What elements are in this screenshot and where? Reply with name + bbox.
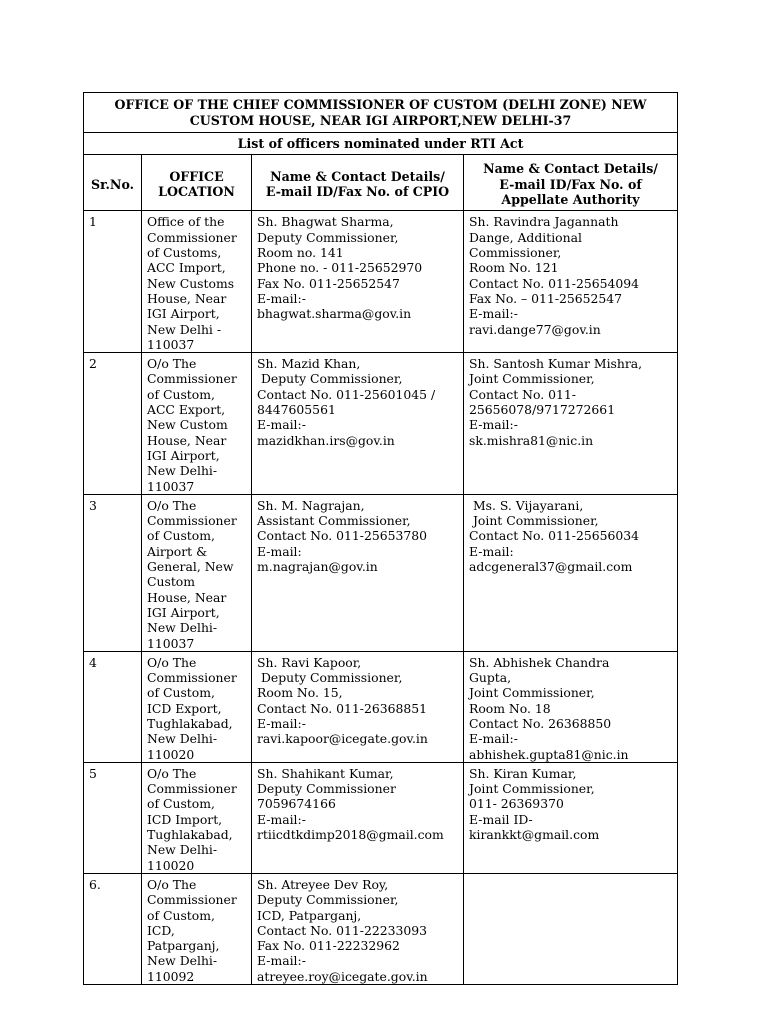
cell-office-location xyxy=(142,651,252,762)
cell-cpio-details-line: Deputy Commissioner, xyxy=(257,371,403,387)
cell-appellate-details-line: Sh. Ravindra Jagannath xyxy=(469,214,619,230)
cell-office-location-line: New Customs xyxy=(147,275,235,291)
cell-cpio-details-line: ICD, Patparganj, xyxy=(257,907,362,923)
cell-office-location-line: House, Near xyxy=(147,290,227,306)
table-row xyxy=(84,762,678,873)
header-office-line-1: OFFICE xyxy=(169,168,224,184)
cell-office-location-line: New Delhi- xyxy=(147,463,218,479)
cell-cpio-details-line: Deputy Commissioner xyxy=(257,781,396,797)
cell-appellate-details-line: abhishek.gupta81@nic.in xyxy=(469,746,629,762)
cell-office-location-line: Commissioner xyxy=(147,670,237,686)
cell-cpio-details xyxy=(252,353,464,495)
cell-cpio-details-line: E-mail:- xyxy=(257,811,306,827)
cell-appellate-details-line: 011- 26369370 xyxy=(469,796,564,812)
cell-office-location-line: 110037 xyxy=(147,635,195,651)
cell-appellate-details-line: E-mail:- xyxy=(469,417,518,433)
cell-office-location-line: ACC Export, xyxy=(147,402,226,418)
cell-appellate-details-line: Joint Commissioner, xyxy=(469,513,599,529)
cell-office-location-line: New Delhi- xyxy=(147,953,218,969)
cell-office-location-line: Custom xyxy=(147,574,196,590)
cell-office-location-line: 110092 xyxy=(147,968,195,984)
cell-cpio-details-line: Sh. Shahikant Kumar, xyxy=(257,765,394,781)
cell-cpio-details-line: Contact No. 011-25601045 / xyxy=(257,386,436,402)
cell-appellate-details-line: 25656078/9717272661 xyxy=(469,402,616,418)
cell-office-location-line: Commissioner xyxy=(147,513,237,529)
cell-appellate-details-line: Contact No. 011- xyxy=(469,386,576,402)
cell-appellate-details-line: adcgeneral37@gmail.com xyxy=(469,559,633,575)
cell-appellate-details-line: Sh. Kiran Kumar, xyxy=(469,765,577,781)
cell-office-location-line: General, New xyxy=(147,559,234,575)
cell-cpio-details-line: Fax No. 011-25652547 xyxy=(257,275,400,291)
title-line-2: CUSTOM HOUSE, NEAR IGI AIRPORT,NEW DELHI-37 xyxy=(189,112,572,128)
cell-office-location-line: ICD Import, xyxy=(147,811,223,827)
cell-sr-no: 4 xyxy=(84,651,142,762)
cell-appellate-details xyxy=(464,211,678,353)
cell-office-location xyxy=(142,873,252,984)
header-appellate-line-1: Name & Contact Details/ xyxy=(483,161,658,177)
cell-cpio-details xyxy=(252,211,464,353)
cell-appellate-details-line: kirankkt@gmail.com xyxy=(469,827,600,843)
cell-office-location-line: O/o The xyxy=(147,654,197,670)
cell-appellate-details-line: Sh. Abhishek Chandra xyxy=(469,654,610,670)
cell-office-location-line: IGI Airport, xyxy=(147,604,220,620)
cell-sr-no: 2 xyxy=(84,353,142,495)
table-row xyxy=(84,651,678,762)
cell-office-location-line: Commissioner xyxy=(147,371,237,387)
cell-office-location-line: House, Near xyxy=(147,589,227,605)
cell-appellate-details-line: Commissioner, xyxy=(469,245,562,261)
cell-office-location-line: 110020 xyxy=(147,857,195,873)
cell-office-location-line: Commissioner xyxy=(147,892,237,908)
cell-cpio-details-line: Deputy Commissioner, xyxy=(257,892,399,908)
cell-appellate-details xyxy=(464,353,678,495)
table-row xyxy=(84,873,678,984)
cell-cpio-details-line: Contact No. 011-26368851 xyxy=(257,700,428,716)
cell-cpio-details-line: E-mail:- xyxy=(257,715,306,731)
cell-cpio-details-line: bhagwat.sharma@gov.in xyxy=(257,306,412,322)
cell-office-location-line: Tughlakabad, xyxy=(147,827,233,843)
table-row xyxy=(84,494,678,651)
cell-cpio-details-line: Phone no. - 011-25652970 xyxy=(257,260,423,276)
cell-office-location-line: Commissioner xyxy=(147,781,237,797)
cell-cpio-details-line: Sh. Atreyee Dev Roy, xyxy=(257,876,389,892)
cell-cpio-details-line: Sh. M. Nagrajan, xyxy=(257,497,365,513)
cell-cpio-details-line: Assistant Commissioner, xyxy=(257,513,411,529)
cell-office-location-line: of Custom, xyxy=(147,796,215,812)
cell-appellate-details-line: Gupta, xyxy=(469,670,512,686)
cell-appellate-details-line: E-mail:- xyxy=(469,306,518,322)
cell-cpio-details-line: Room no. 141 xyxy=(257,245,344,261)
cell-appellate-details-line: Dange, Additional xyxy=(469,229,582,245)
cell-office-location xyxy=(142,762,252,873)
cell-cpio-details-line: atreyee.roy@icegate.gov.in xyxy=(257,968,428,984)
cell-appellate-details-line: Contact No. 011-25654094 xyxy=(469,275,640,291)
cell-office-location-line: 110037 xyxy=(147,336,195,352)
cell-sr-no: 1 xyxy=(84,211,142,353)
header-cpio xyxy=(252,155,464,211)
cell-appellate-details-line: Ms. S. Vijayarani, xyxy=(469,497,584,513)
cell-appellate-details-line: Room No. 18 xyxy=(469,700,551,716)
cell-office-location-line: House, Near xyxy=(147,432,227,448)
cell-sr-no: 6. xyxy=(84,873,142,984)
cell-office-location-line: IGI Airport, xyxy=(147,447,220,463)
cell-office-location-line: IGI Airport, xyxy=(147,306,220,322)
cell-cpio-details-line: E-mail: xyxy=(257,543,302,559)
header-appellate xyxy=(464,155,678,211)
document-title xyxy=(84,93,678,133)
cell-cpio-details-line: E-mail:- xyxy=(257,953,306,969)
cell-office-location xyxy=(142,353,252,495)
cell-office-location-line: Patparganj, xyxy=(147,938,220,954)
header-office-line-2: LOCATION xyxy=(158,184,235,200)
rti-officers-table xyxy=(83,92,678,985)
table-row xyxy=(84,353,678,495)
cell-office-location xyxy=(142,494,252,651)
cell-appellate-details xyxy=(464,651,678,762)
cell-office-location-line: 110020 xyxy=(147,746,195,762)
cell-office-location-line: Airport & xyxy=(147,543,208,559)
column-header-row xyxy=(84,155,678,211)
cell-office-location-line: of Custom, xyxy=(147,528,215,544)
cell-office-location-line: ACC Import, xyxy=(147,260,226,276)
document-subtitle: List of officers nominated under RTI Act xyxy=(84,133,678,155)
cell-cpio-details-line: Room No. 15, xyxy=(257,685,343,701)
cell-office-location-line: of Customs, xyxy=(147,245,222,261)
cell-appellate-details-line: Sh. Santosh Kumar Mishra, xyxy=(469,356,643,372)
cell-office-location-line: New Delhi- xyxy=(147,842,218,858)
cell-office-location-line: New Delhi- xyxy=(147,731,218,747)
header-cpio-line-1: Name & Contact Details/ xyxy=(270,168,445,184)
title-line-1: OFFICE OF THE CHIEF COMMISSIONER OF CUSTOM (DELHI ZONE) NEW xyxy=(114,97,647,112)
cell-appellate-details xyxy=(464,873,678,984)
cell-office-location-line: Commissioner xyxy=(147,229,237,245)
cell-appellate-details-line: E-mail ID- xyxy=(469,811,533,827)
cell-appellate-details-line: Joint Commissioner, xyxy=(469,371,595,387)
cell-office-location-line: ICD Export, xyxy=(147,700,222,716)
cell-appellate-details-line: Joint Commissioner, xyxy=(469,781,595,797)
cell-cpio-details-line: E-mail:- xyxy=(257,290,306,306)
cell-cpio-details-line: Sh. Ravi Kapoor, xyxy=(257,654,362,670)
table-row xyxy=(84,211,678,353)
cell-office-location xyxy=(142,211,252,353)
cell-cpio-details-line: Contact No. 011-25653780 xyxy=(257,528,428,544)
cell-office-location-line: New Custom xyxy=(147,417,228,433)
cell-office-location-line: ICD, xyxy=(147,922,175,938)
cell-office-location-line: O/o The xyxy=(147,876,197,892)
cell-appellate-details xyxy=(464,494,678,651)
header-appellate-line-2: E-mail ID/Fax No. of xyxy=(499,176,642,192)
cell-cpio-details xyxy=(252,651,464,762)
cell-office-location-line: of Custom, xyxy=(147,386,215,402)
cell-cpio-details-line: Contact No. 011-22233093 xyxy=(257,922,428,938)
cell-cpio-details-line: Sh. Mazid Khan, xyxy=(257,356,361,372)
cell-cpio-details-line: 8447605561 xyxy=(257,402,336,418)
cell-office-location-line: New Delhi - xyxy=(147,321,222,337)
cell-cpio-details-line: m.nagrajan@gov.in xyxy=(257,559,378,575)
cell-cpio-details-line: ravi.kapoor@icegate.gov.in xyxy=(257,731,428,747)
cell-cpio-details-line: Deputy Commissioner, xyxy=(257,670,403,686)
cell-office-location-line: of Custom, xyxy=(147,685,215,701)
cell-office-location-line: O/o The xyxy=(147,765,197,781)
cell-office-location-line: New Delhi- xyxy=(147,620,218,636)
cell-sr-no: 5 xyxy=(84,762,142,873)
cell-cpio-details-line: Deputy Commissioner, xyxy=(257,229,399,245)
cell-cpio-details-line: mazidkhan.irs@gov.in xyxy=(257,432,395,448)
cell-appellate-details xyxy=(464,762,678,873)
cell-office-location-line: 110037 xyxy=(147,478,195,494)
cell-office-location-line: O/o The xyxy=(147,497,197,513)
cell-office-location-line: Office of the xyxy=(147,214,225,230)
cell-cpio-details-line: Sh. Bhagwat Sharma, xyxy=(257,214,394,230)
cell-appellate-details-line: Contact No. 011-25656034 xyxy=(469,528,640,544)
cell-cpio-details-line: Fax No. 011-22232962 xyxy=(257,938,400,954)
cell-appellate-details-line: E-mail: xyxy=(469,543,514,559)
cell-office-location-line: O/o The xyxy=(147,356,197,372)
cell-cpio-details-line: 7059674166 xyxy=(257,796,336,812)
cell-sr-no: 3 xyxy=(84,494,142,651)
cell-cpio-details xyxy=(252,873,464,984)
cell-office-location-line: of Custom, xyxy=(147,907,215,923)
cell-cpio-details-line: rtiicdtkdimp2018@gmail.com xyxy=(257,827,444,843)
table-body xyxy=(84,211,678,985)
cell-appellate-details-line: Room No. 121 xyxy=(469,260,559,276)
cell-appellate-details-line: Joint Commissioner, xyxy=(469,685,595,701)
cell-cpio-details-line: E-mail:- xyxy=(257,417,306,433)
title-row xyxy=(84,93,678,133)
cell-appellate-details-line: Fax No. – 011-25652547 xyxy=(469,290,623,306)
cell-appellate-details-line: E-mail:- xyxy=(469,731,518,747)
header-cpio-line-2: E-mail ID/Fax No. of CPIO xyxy=(265,184,450,200)
header-sr-no: Sr.No. xyxy=(84,155,142,211)
header-appellate-line-3: Appellate Authority xyxy=(501,192,640,208)
header-office-location xyxy=(142,155,252,211)
cell-cpio-details xyxy=(252,494,464,651)
subtitle-row xyxy=(84,133,678,155)
cell-appellate-details-line: Contact No. 26368850 xyxy=(469,715,612,731)
cell-appellate-details-line: sk.mishra81@nic.in xyxy=(469,432,594,448)
cell-cpio-details xyxy=(252,762,464,873)
cell-appellate-details-line: ravi.dange77@gov.in xyxy=(469,321,601,337)
cell-office-location-line: Tughlakabad, xyxy=(147,715,233,731)
